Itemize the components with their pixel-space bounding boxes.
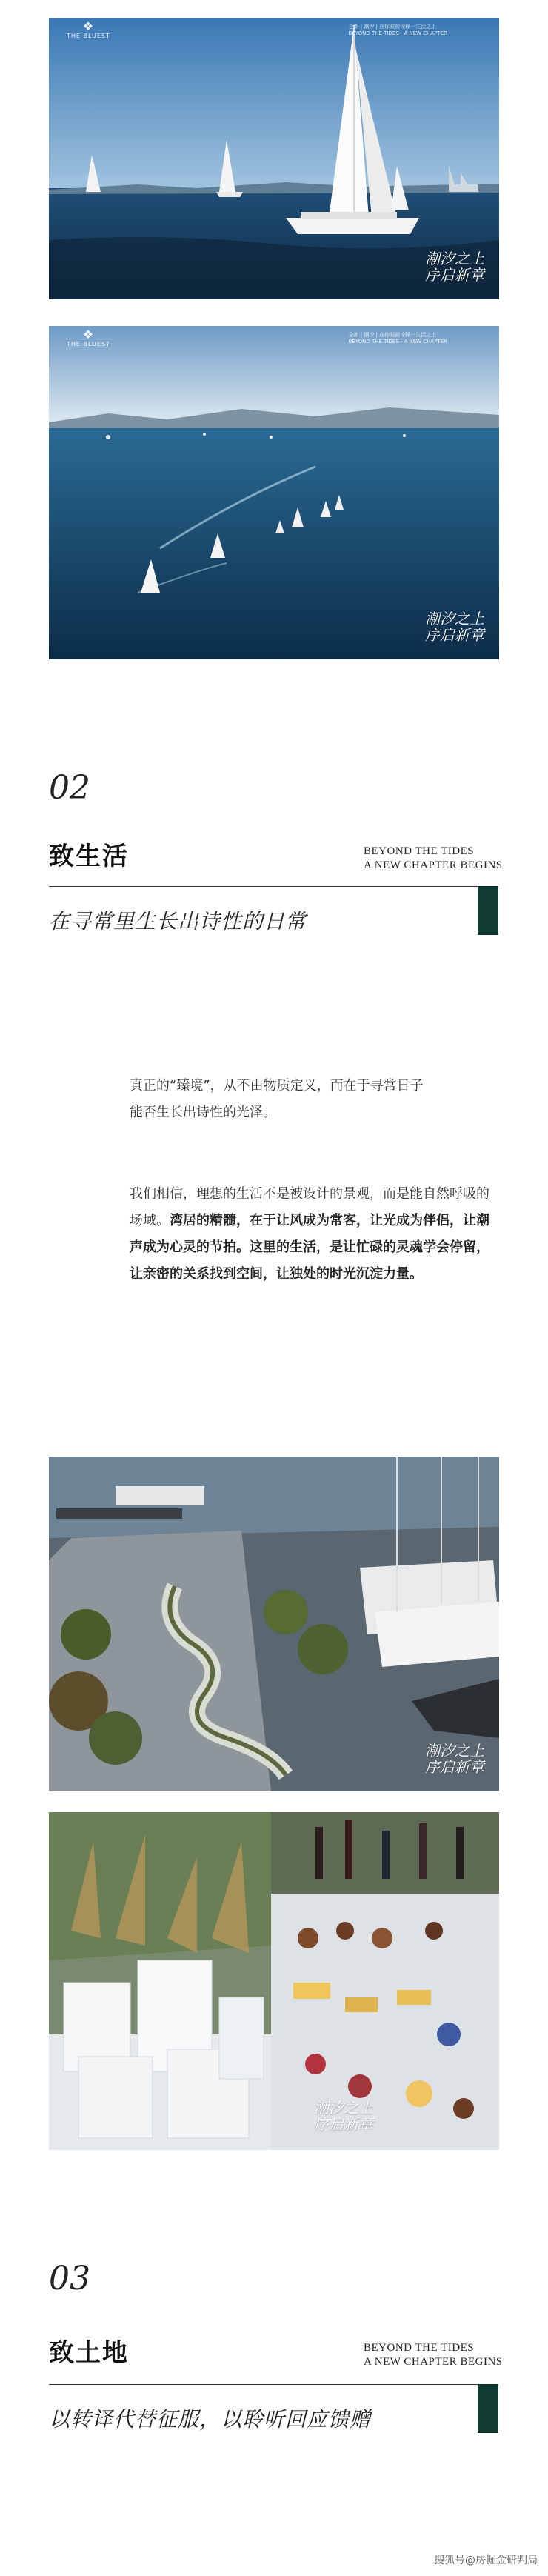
- thumbnail-image: [478, 886, 498, 935]
- gifts-desserts-photo: [49, 1812, 499, 2150]
- section-title: 致生活: [49, 842, 129, 871]
- photo-tagline: 潮汐之上 序启新章: [425, 610, 484, 644]
- photo-tagline: 潮汐之上 序启新章: [314, 2099, 373, 2133]
- section-subtitle: 在寻常里生长出诗性的日常: [49, 909, 307, 933]
- brand-emblem-icon: ❖: [82, 327, 95, 342]
- aerial-bay-photo: [49, 326, 499, 659]
- sailing-yachts-photo: [49, 18, 499, 299]
- philosophy-paragraph: 我们相信，理想的生活不是被设计的景观，而是能自然呼吸的场域。湾居的精髓，在于让风成为常客，让光成为伴侣，让潮声成为心灵的节拍。这里的生活，是让忙碌的灵魂学会停留，让亲密的关系找到空间，让独处的时光沉淀力量。: [130, 1186, 489, 1282]
- section-tagline-en: BEYOND THE TIDES A NEW CHAPTER BEGINS: [364, 845, 503, 871]
- photo-tagline: 潮汐之上 序启新章: [425, 250, 484, 284]
- section-divider: [49, 886, 478, 887]
- waterfront-banquet-photo: [49, 1457, 499, 1791]
- source-watermark: 搜狐号@房掘金研判局: [434, 2555, 538, 2566]
- brand-emblem-icon: ❖: [82, 19, 95, 33]
- section-subtitle: 以转译代替征服，以聆听回应馈赠: [49, 2407, 372, 2432]
- brand-logo: ❖ THE BLUEST: [67, 19, 110, 39]
- section-title: 致土地: [49, 2338, 129, 2368]
- section-tagline-en: BEYOND THE TIDES A NEW CHAPTER BEGINS: [364, 2342, 503, 2368]
- section-number: 02: [49, 769, 90, 807]
- thumbnail-image: [478, 2384, 498, 2433]
- brand-logo: ❖ THE BLUEST: [67, 327, 110, 347]
- intro-paragraph: 真正的“臻境”，从不由物质定义，而在于寻常日子 能否生长出诗性的光泽。: [130, 1078, 424, 1120]
- photo-caption: 全新 | 潮汐 | 在你眼前诠释一生活之上 BEYOND THE TIDES · A NEW CHAPTER: [348, 24, 447, 36]
- photo-tagline: 潮汐之上 序启新章: [425, 1742, 484, 1776]
- photo-caption: 全新 | 潮汐 | 在你眼前诠释一生活之上 BEYOND THE TIDES · A NEW CHAPTER: [348, 332, 447, 345]
- section-divider: [49, 2384, 478, 2385]
- section-number: 03: [49, 2260, 90, 2297]
